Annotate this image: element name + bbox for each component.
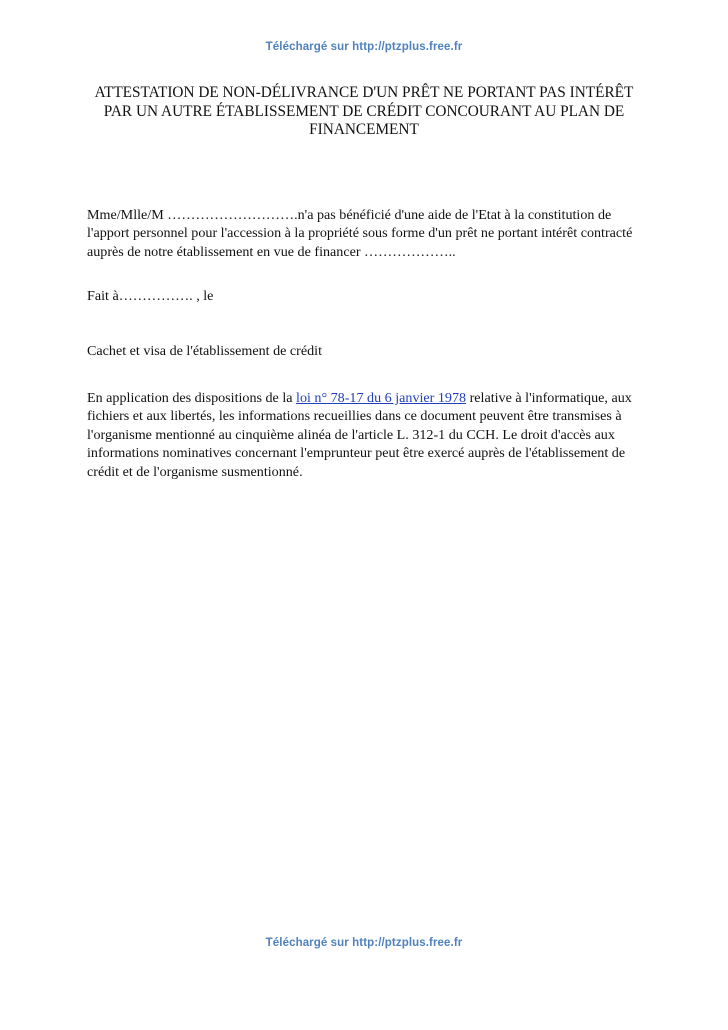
legal-notice-paragraph (87, 389, 647, 481)
footer-download-source: Téléchargé sur http://ptzplus.free.fr (265, 937, 463, 949)
document-title: ATTESTATION DE NON-DÉLIVRANCE D'UN PRÊT NE PORTANT PAS INTÉRÊT PAR UN AUTRE ÉTABLISSEMENT DE CRÉDIT CONCOURANT AU PLAN DE FINANCEMENT (94, 84, 634, 138)
legal-text-before-link: En application des dispositions de la (87, 390, 297, 406)
header-download-source: Téléchargé sur http://ptzplus.free.fr (265, 41, 463, 53)
legal-text-after-link: relative à l'informatique, aux fichiers et aux libertés, les informations recueillies dans ce document peuvent être transmises à l'organisme mentionné au cinquième alinéa de l'article L. 312-1 du CCH. Le droit d'accès aux informations nominatives concernant l'emprunteur peut être exercé auprès de l'établissement de crédit et de l'organisme susmentionné. (87, 390, 632, 480)
stamp-visa-line: Cachet et visa de l'établissement de crédit (87, 343, 322, 359)
place-date-line: Fait à……………. , le (87, 288, 214, 304)
law-reference-link[interactable]: loi n° 78-17 du 6 janvier 1978 (296, 390, 467, 406)
beneficiary-paragraph: Mme/Mlle/M ……………………….n'a pas bénéficié d'une aide de l'Etat à la constitution de l'apport personnel pour l'accession à la propriété sous forme d'un prêt ne portant intérêt contracté auprès de notre établissement en vue de financer ……………….. (87, 207, 633, 260)
